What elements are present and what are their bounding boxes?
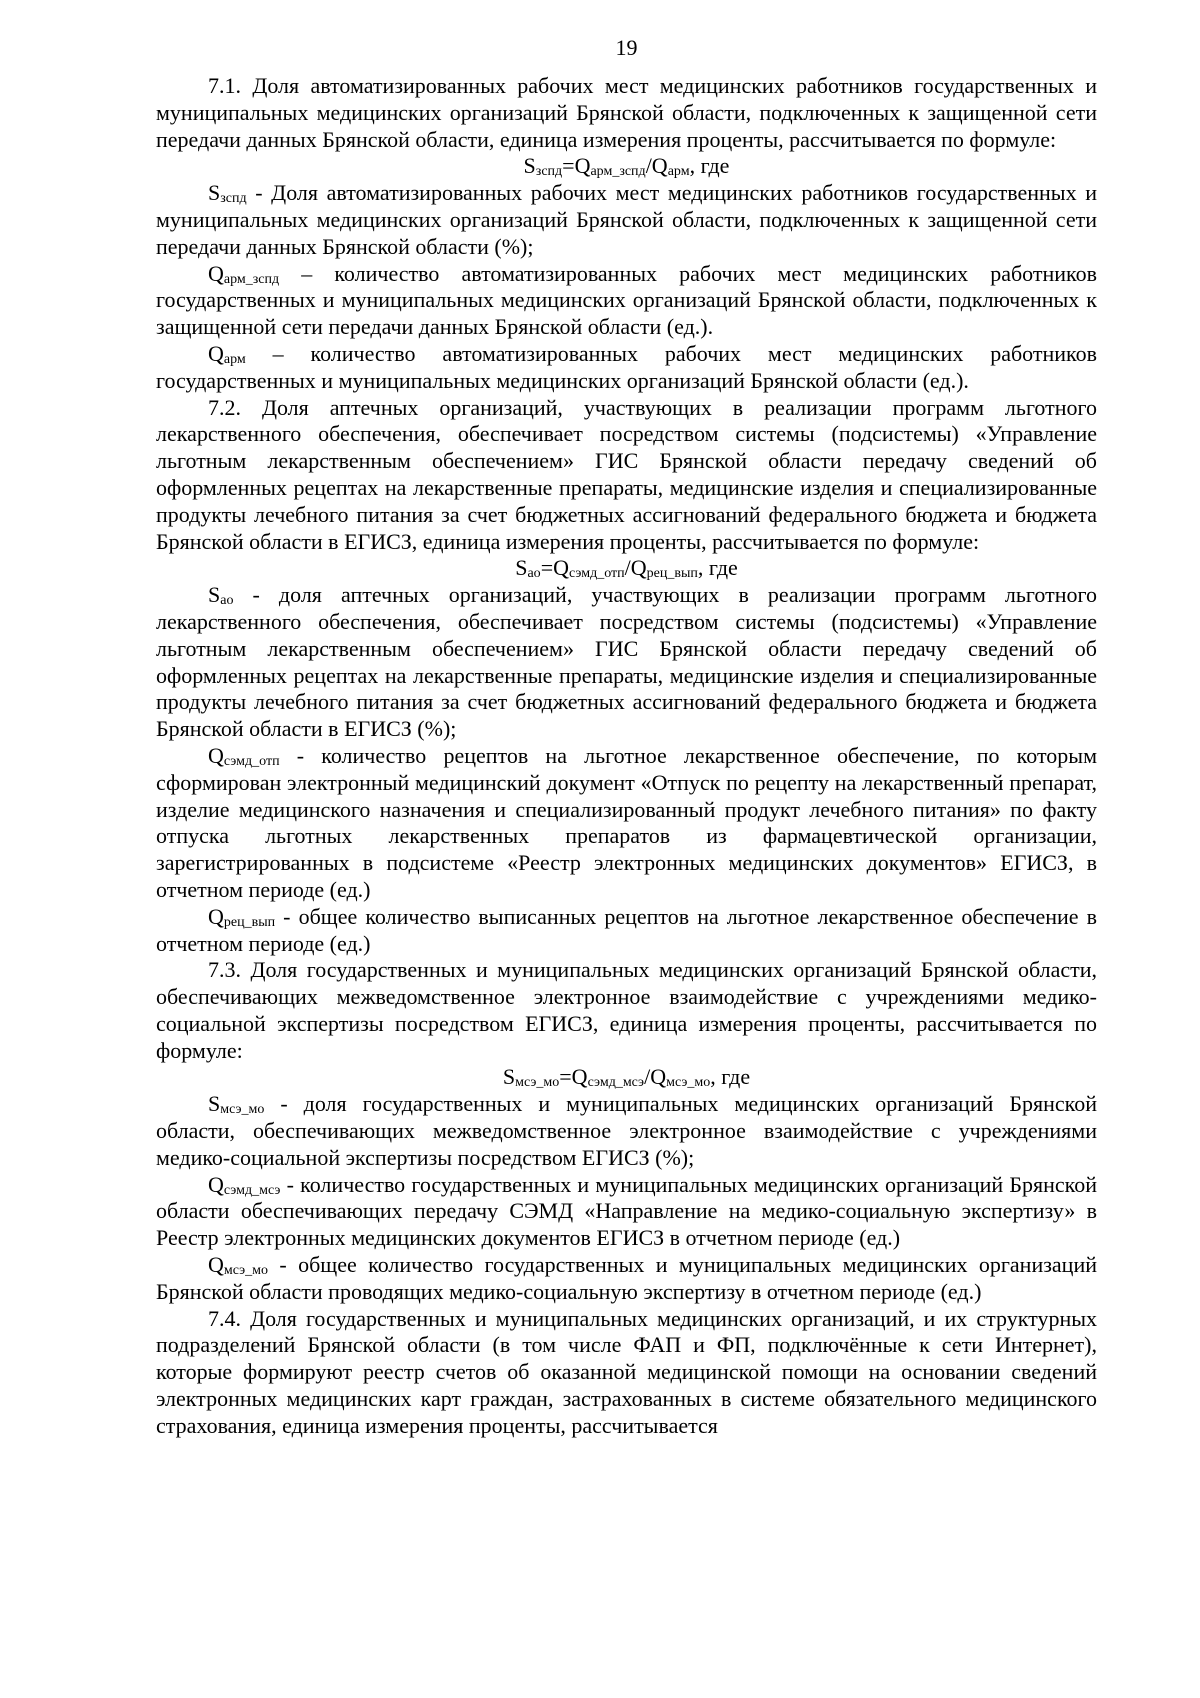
- paragraph: [156, 957, 1097, 1064]
- subscript: мсэ_мо: [666, 1075, 711, 1091]
- subscript: ао: [527, 566, 541, 582]
- subscript: рец_вып: [223, 914, 276, 930]
- text-run: – количество автоматизированных рабочих мест медицинских работников государственных и муниципальных медицинских организаций Брянской области (ед.).: [156, 340, 1097, 393]
- text-run: S: [515, 555, 528, 581]
- text-run: S: [208, 1091, 221, 1117]
- paragraph: [156, 180, 1097, 260]
- text-run: - количество государственных и муниципальных медицинских организаций Брянской области обеспечивающих передачу СЭМД «Направление на медико-социальную экспертизу» в Реестр электронных медицинских документов ЕГИСЗ в отчетном периоде (ед.): [156, 1171, 1097, 1251]
- document-body: [156, 73, 1097, 1440]
- text-run: - общее количество государственных и муниципальных медицинских организаций Брянской области проводящих медико-социальную экспертизу в отчетном периоде (ед.): [156, 1252, 1097, 1304]
- text-run: , где: [710, 1064, 751, 1090]
- formula-line: [156, 555, 1097, 582]
- paragraph: [156, 743, 1097, 904]
- text-run: , где: [697, 555, 738, 581]
- text-run: /Q: [624, 555, 647, 581]
- paragraph: [156, 582, 1097, 743]
- text-run: S: [208, 582, 221, 608]
- text-run: - доля аптечных организаций, участвующих в реализации программ льготного лекарственного обеспечения, обеспечивает посредством системы (подсистемы) «Управление льготным лекарственным обеспечением» ГИС Брянской области передачу сведений об оформленных рецептах на лекарственные препараты, медицинские изделия и специализированные продукты лечебного питания за счет бюджетных ассигнований федерального бюджета и бюджета Брянской области в ЕГИСЗ (%);: [156, 582, 1097, 742]
- subscript: сэмд_отп: [223, 753, 280, 769]
- subscript: арм: [223, 351, 246, 367]
- subscript: зспд: [220, 191, 247, 207]
- subscript: арм_зспд: [223, 271, 280, 287]
- subscript: мсэ_мо: [223, 1263, 269, 1279]
- text-run: - Доля автоматизированных рабочих мест медицинских работников государственных и муниципальных медицинских организаций Брянской области, подключенных к защищенной сети передачи данных Брянской области (%);: [156, 180, 1097, 259]
- text-run: Q: [208, 260, 224, 286]
- subscript: мсэ_мо: [220, 1102, 265, 1118]
- subscript: арм: [667, 164, 690, 180]
- subscript: зспд: [535, 164, 563, 180]
- paragraph: [156, 341, 1097, 395]
- text-run: 7.1. Доля автоматизированных рабочих мест медицинских работников государственных и муниципальных медицинских организаций Брянской области, подключенных к защищенной сети передачи данных Брянской области, единица измерения проценты, рассчитывается по формуле:: [156, 73, 1097, 152]
- text-run: Q: [208, 1252, 224, 1278]
- subscript: ао: [220, 593, 234, 609]
- text-run: Q: [208, 903, 224, 929]
- text-run: =Q: [540, 555, 569, 581]
- text-run: /Q: [644, 1064, 667, 1090]
- paragraph: [156, 261, 1097, 341]
- text-run: Q: [208, 1171, 224, 1197]
- paragraph: [156, 73, 1097, 153]
- subscript: арм_зспд: [590, 164, 646, 180]
- subscript: сэмд_мсэ: [587, 1075, 645, 1091]
- text-run: 7.2. Доля аптечных организаций, участвующих в реализации программ льготного лекарственного обеспечения, обеспечивает посредством системы (подсистемы) «Управление льготным лекарственным обеспечением» ГИС Брянской области передачу сведений об оформленных рецептах на лекарственные препараты, медицинские изделия и специализированные продукты лечебного питания за счет бюджетных ассигнований федерального бюджета и бюджета Брянской области в ЕГИСЗ, единица измерения проценты, рассчитывается по формуле:: [156, 394, 1097, 554]
- text-run: - количество рецептов на льготное лекарственное обеспечение, по которым сформирован электронный медицинский документ «Отпуск по рецепту на лекарственный препарат, изделие медицинского назначения и специализированный продукт лечебного питания» по факту отпуска льготных лекарственных препаратов из фармацевтической организации, зарегистрированных в подсистеме «Реестр электронных медицинских документов» ЕГИСЗ, в отчетном периоде (ед.): [156, 742, 1097, 902]
- paragraph: [156, 395, 1097, 556]
- subscript: рец_вып: [646, 566, 698, 582]
- paragraph: [156, 1091, 1097, 1171]
- text-run: - доля государственных и муниципальных медицинских организаций Брянской области, обеспечивающих межведомственное электронное взаимодействие с учреждениями медико-социальной экспертизы посредством ЕГИСЗ (%);: [156, 1091, 1097, 1170]
- text-run: S: [502, 1064, 516, 1090]
- text-run: , где: [689, 153, 730, 179]
- text-run: 7.3. Доля государственных и муниципальных медицинских организаций Брянской области, обеспечивающих межведомственное электронное взаимодействие с учреждениями медико-социальной экспертизы посредством ЕГИСЗ, единица измерения проценты, рассчитывается по формуле:: [156, 957, 1097, 1063]
- paragraph: [156, 1252, 1097, 1306]
- text-run: =Q: [562, 153, 591, 179]
- text-run: Q: [208, 742, 224, 768]
- text-run: – количество автоматизированных рабочих мест медицинских работников государственных и муниципальных медицинских организаций Брянской области, подключенных к защищенной сети передачи данных Брянской области (ед.).: [156, 260, 1097, 340]
- subscript: сэмд_отп: [568, 566, 625, 582]
- formula-line: [156, 1064, 1097, 1091]
- paragraph: [156, 1172, 1097, 1252]
- text-run: Q: [208, 340, 224, 366]
- text-run: S: [523, 153, 536, 179]
- page-number: 19: [615, 35, 638, 60]
- text-run: S: [208, 180, 221, 206]
- text-run: - общее количество выписанных рецептов на льготное лекарственное обеспечение в отчетном периоде (ед.): [156, 903, 1097, 956]
- subscript: мсэ_мо: [515, 1075, 560, 1091]
- text-run: 7.4. Доля государственных и муниципальных медицинских организаций, и их структурных подразделений Брянской области (в том числе ФАП и ФП, подключённые к сети Интернет), которые формируют реестр счетов об оказанной медицинской помощи на основании сведений электронных медицинских карт граждан, застрахованных в системе обязательного медицинского страхования, единица измерения проценты, рассчитывается: [156, 1305, 1097, 1438]
- paragraph: [156, 904, 1097, 958]
- subscript: сэмд_мсэ: [223, 1182, 281, 1198]
- text-run: /Q: [645, 153, 668, 179]
- text-run: =Q: [559, 1064, 588, 1090]
- formula-line: [156, 153, 1097, 180]
- paragraph: [156, 1306, 1097, 1440]
